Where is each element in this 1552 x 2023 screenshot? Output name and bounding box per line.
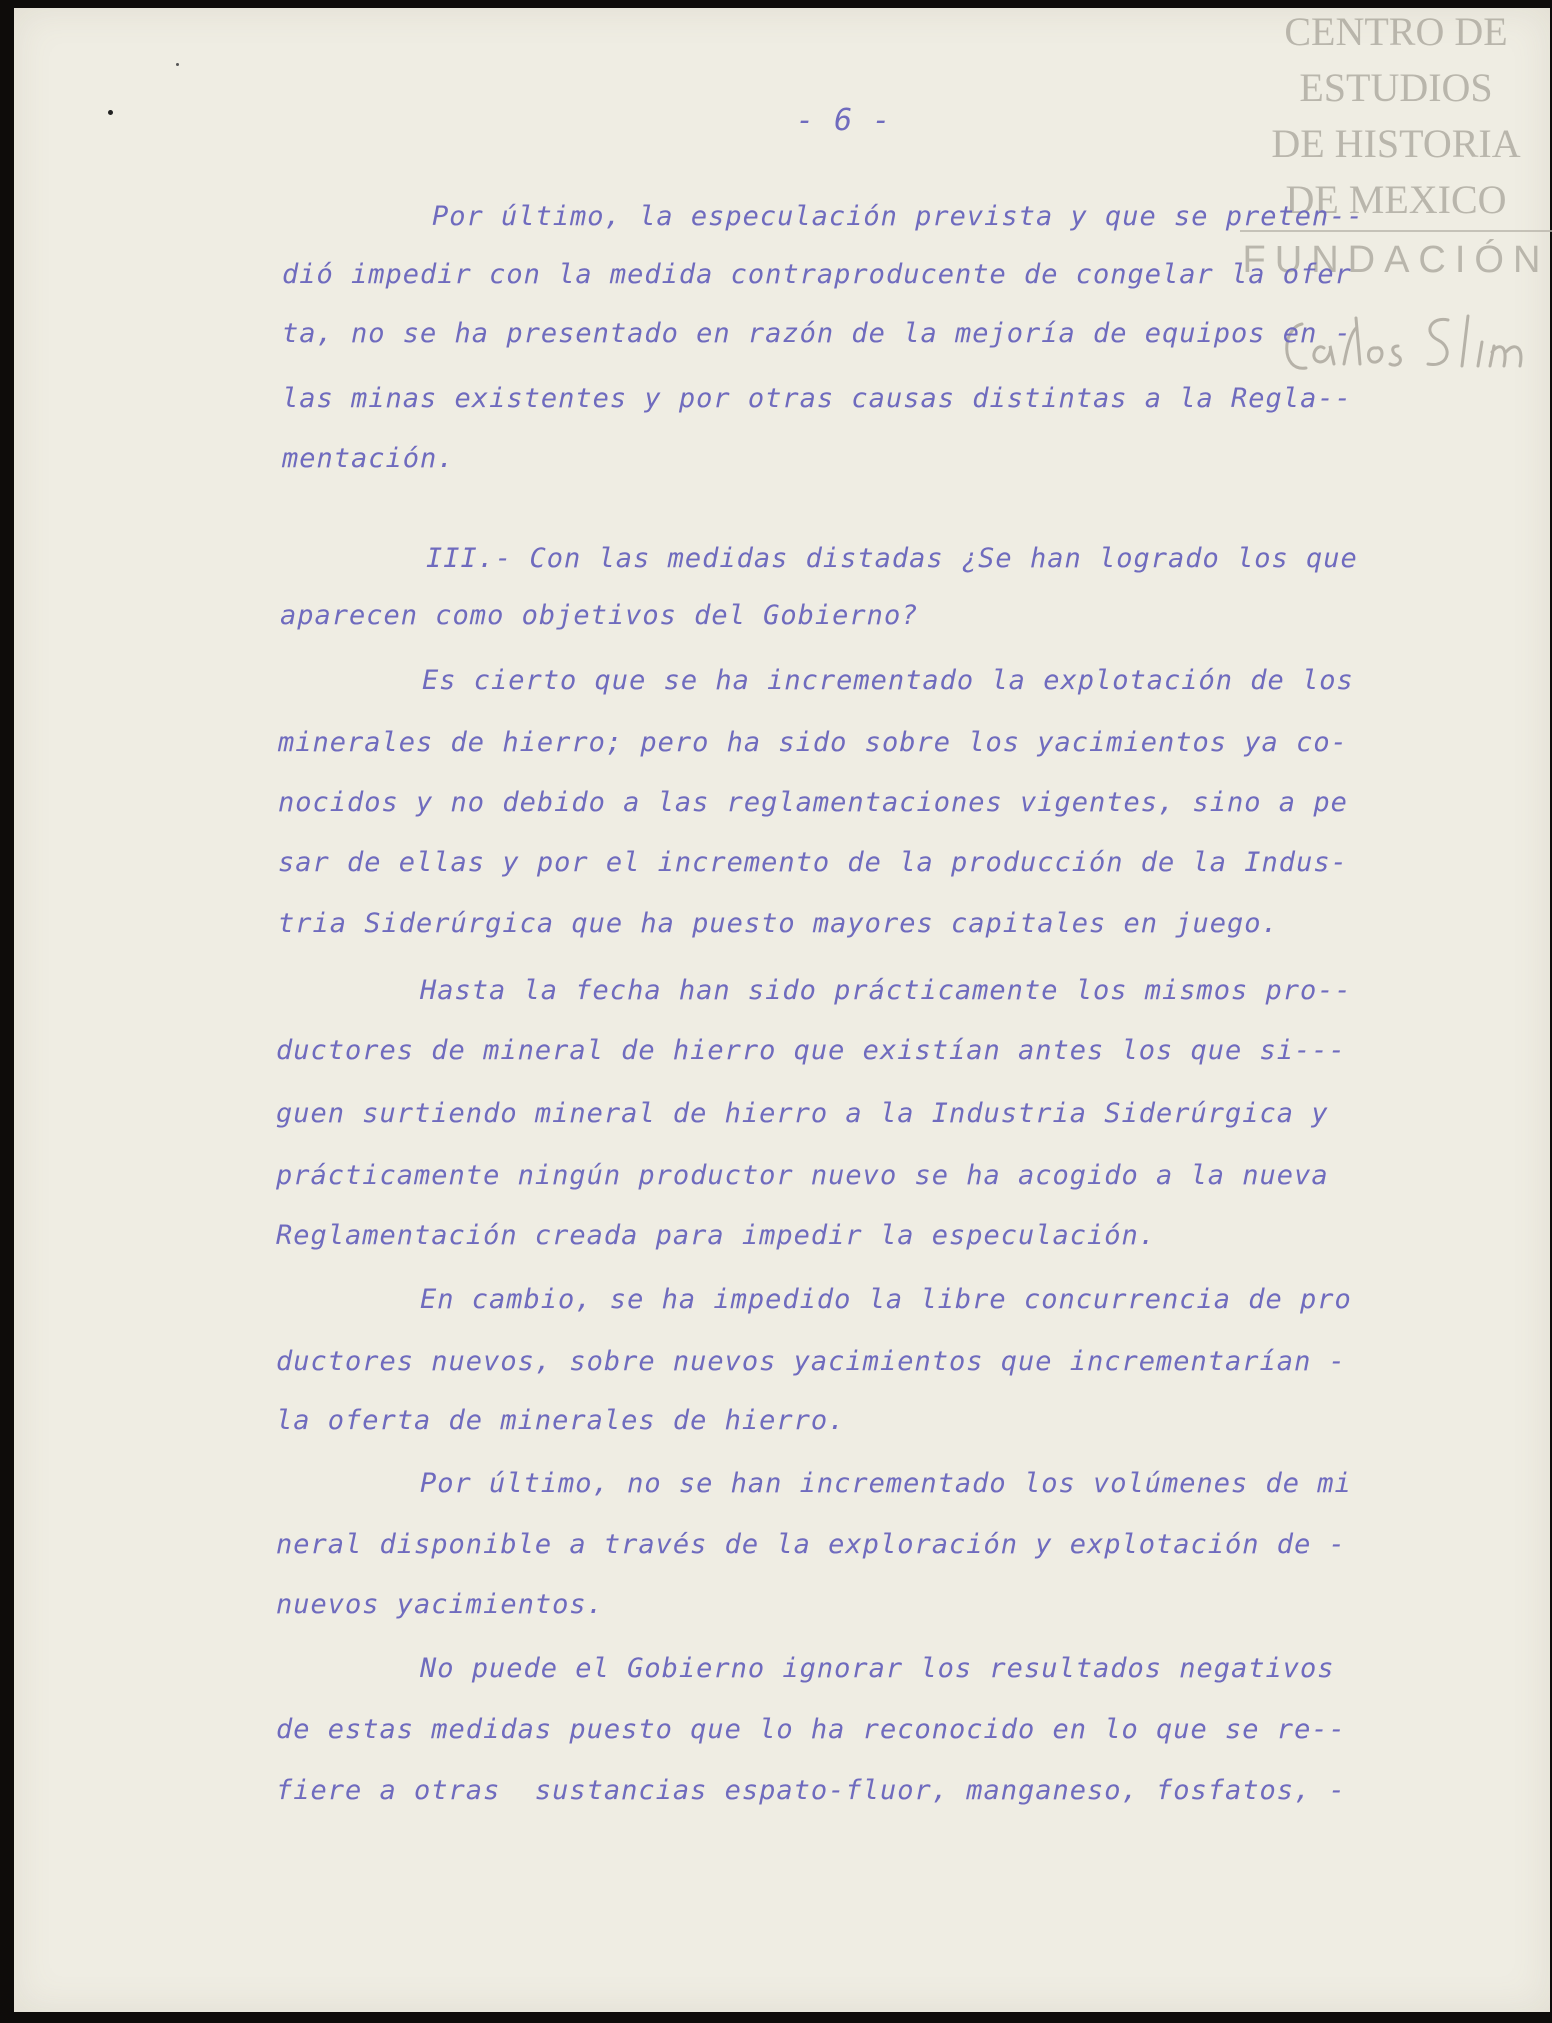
text-line: la oferta de minerales de hierro. <box>276 1405 846 1436</box>
watermark-line: ESTUDIOS <box>1299 65 1493 110</box>
text-line: ductores de mineral de hierro que existían antes los que si--- <box>276 1035 1346 1066</box>
text-line: mentación. <box>282 443 455 474</box>
text-line: tria Siderúrgica que ha puesto mayores capitales en juego. <box>278 908 1279 939</box>
text-line: En cambio, se ha impedido la libre concurrencia de pro <box>420 1284 1352 1315</box>
text-line: Por último, no se han incrementado los volúmenes de mi <box>420 1468 1352 1499</box>
text-line: minerales de hierro; pero ha sido sobre los yacimientos ya co- <box>278 727 1348 758</box>
text-line: Por último, la especulación prevista y que se preten-- <box>432 201 1364 232</box>
text-line: III.- Con las medidas distadas ¿Se han logrado los que <box>426 543 1358 574</box>
text-line: las minas existentes y por otras causas distintas a la Regla-- <box>282 383 1352 414</box>
text-line: prácticamente ningún productor nuevo se ha acogido a la nueva <box>276 1160 1329 1191</box>
text-line: dió impedir con la medida contraproducente de congelar la ofer <box>282 259 1352 290</box>
text-line: guen surtiendo mineral de hierro a la Industria Siderúrgica y <box>276 1098 1329 1129</box>
text-line: Reglamentación creada para impedir la especulación. <box>276 1220 1157 1251</box>
watermark-line: DE HISTORIA <box>1271 121 1521 166</box>
watermark-line: DE MEXICO <box>1285 177 1507 222</box>
page-number: - 6 - <box>796 103 892 138</box>
text-line: Es cierto que se ha incrementado la explotación de los <box>422 665 1354 696</box>
text-line: fiere a otras sustancias espato-fluor, manganeso, fosfatos, - <box>276 1775 1346 1806</box>
text-line: nocidos y no debido a las reglamentaciones vigentes, sino a pe <box>278 787 1348 818</box>
text-line: Hasta la fecha han sido prácticamente los mismos pro-- <box>420 975 1352 1006</box>
text-line: No puede el Gobierno ignorar los resultados negativos <box>420 1653 1335 1684</box>
text-line: sar de ellas y por el incremento de la producción de la Indus- <box>278 847 1348 878</box>
watermark-foundation: FUNDACIÓN <box>1242 239 1550 281</box>
watermark-line: CENTRO DE <box>1284 9 1508 54</box>
text-line: neral disponible a través de la exploración y explotación de - <box>276 1529 1346 1560</box>
text-line: de estas medidas puesto que lo ha reconocido en lo que se re-- <box>276 1714 1346 1745</box>
text-line: ta, no se ha presentado en razón de la mejoría de equipos en - <box>282 318 1352 349</box>
text-line: aparecen como objetivos del Gobierno? <box>280 600 919 631</box>
text-line: ductores nuevos, sobre nuevos yacimientos que incrementarían - <box>276 1346 1346 1377</box>
text-line: nuevos yacimientos. <box>276 1589 604 1620</box>
